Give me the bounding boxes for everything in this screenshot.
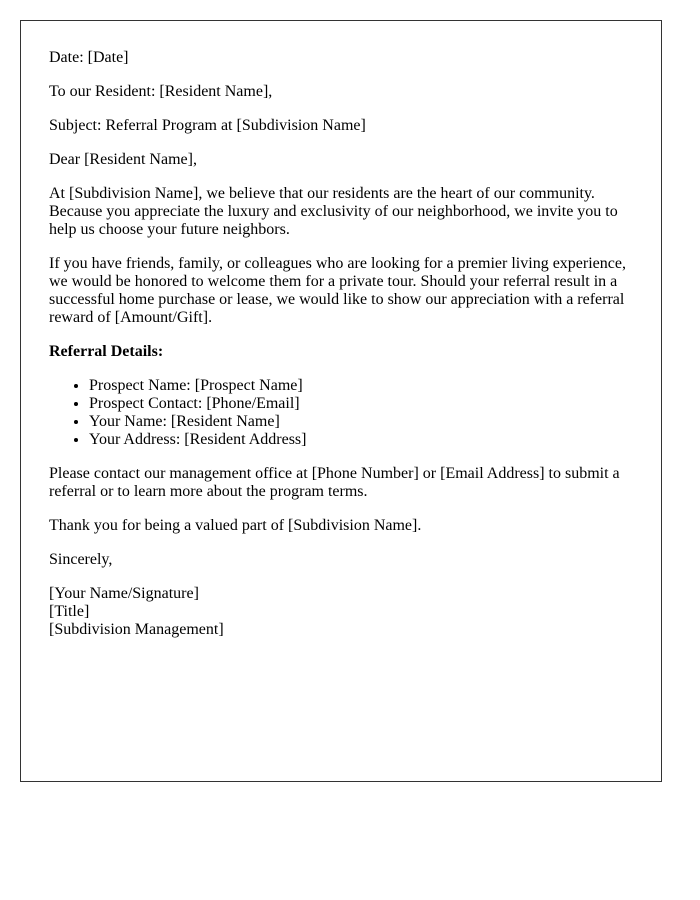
closing: Sincerely, (49, 551, 113, 568)
subject-line: Subject: Referral Program at [Subdivision Name] (49, 117, 366, 134)
referral-details-list (49, 377, 633, 449)
recipient-line: To our Resident: [Resident Name], (49, 83, 273, 100)
contact-paragraph: Please contact our management office at [Phone Number] or [Email Address] to submit a referral or to learn more about the program terms. (49, 465, 620, 500)
list-item: • Prospect Name: [Prospect Name] (89, 377, 633, 395)
intro-paragraph: At [Subdivision Name], we believe that our residents are the heart of our community. Because you appreciate the luxury and exclusivity of our neighborhood, we invite you to help us choose your future neighbors. (49, 185, 618, 238)
referral-details-heading: Referral Details: (49, 343, 164, 360)
invitation-paragraph: If you have friends, family, or colleagues who are looking for a premier living experience, we would be honored to welcome them for a private tour. Should your referral result in a successful home purchase or lease, we would like to show our appreciation with a referral reward of [Amount/Gift]. (49, 255, 626, 326)
list-item: • Prospect Contact: [Phone/Email] (89, 395, 633, 413)
date-line: Date: [Date] (49, 49, 129, 66)
salutation: Dear [Resident Name], (49, 151, 197, 168)
signature-name: [Your Name/Signature] (49, 585, 199, 602)
signature-organization: [Subdivision Management] (49, 621, 224, 638)
signature-title: [Title] (49, 603, 90, 620)
thanks-paragraph: Thank you for being a valued part of [Subdivision Name]. (49, 517, 422, 534)
letter-container (20, 20, 662, 782)
list-item: • Your Address: [Resident Address] (89, 431, 633, 449)
signature-block (49, 585, 633, 639)
list-item: • Your Name: [Resident Name] (89, 413, 633, 431)
